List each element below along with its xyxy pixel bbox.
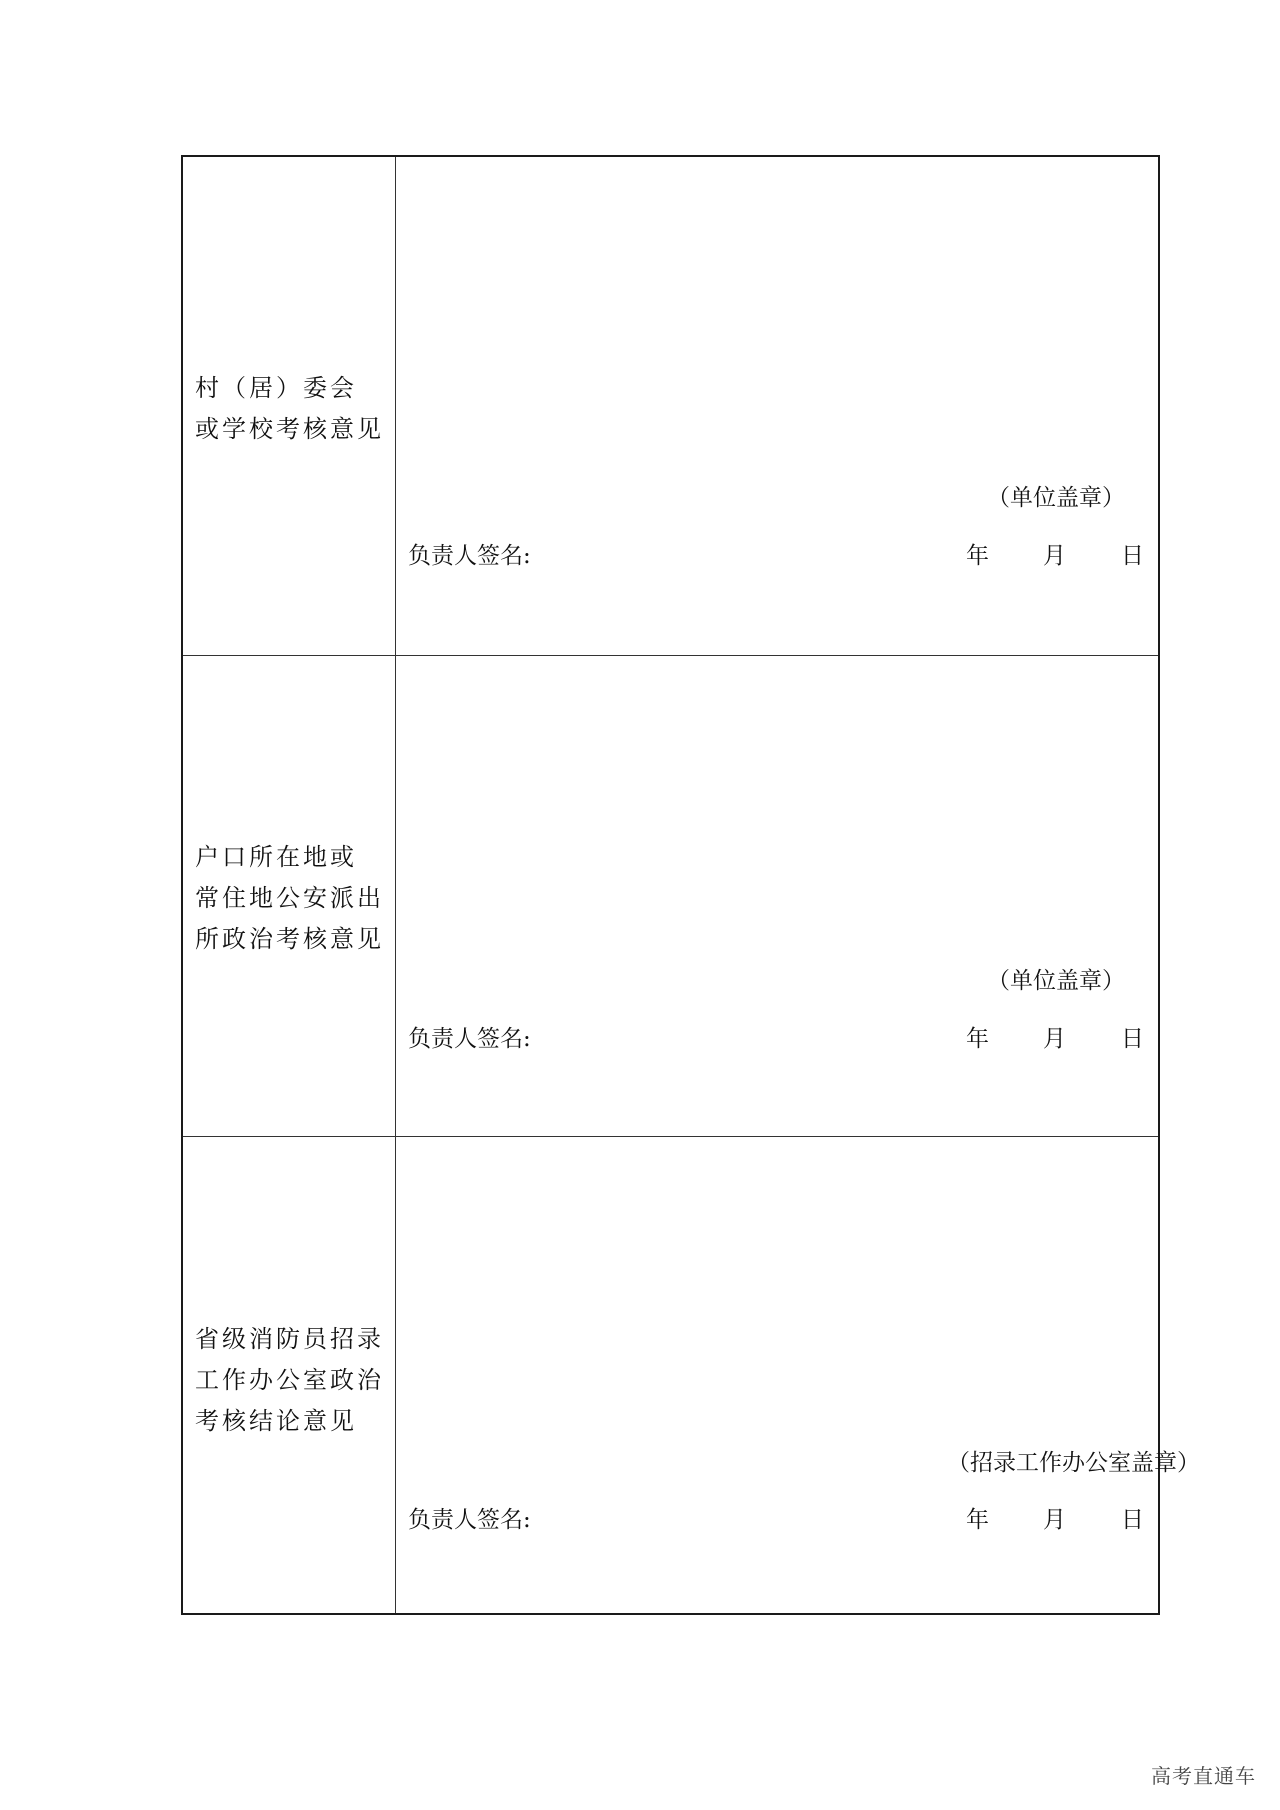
date-line <box>966 1020 1144 1053</box>
date-day-label: 日 <box>1121 1026 1144 1052</box>
row-label-cell <box>183 656 396 1136</box>
date-year-label: 年 <box>966 543 989 569</box>
date-month-label: 月 <box>1043 543 1066 569</box>
form-row-police-station <box>183 656 1158 1137</box>
opinion-cell[interactable] <box>396 1137 1200 1613</box>
row-label-cell <box>183 1137 396 1613</box>
date-year-label: 年 <box>966 1507 989 1533</box>
row-label-cell <box>183 157 396 655</box>
date-line <box>966 1501 1144 1534</box>
watermark-text: 高考直通车 <box>1151 1764 1256 1788</box>
date-month-label: 月 <box>1043 1026 1066 1052</box>
row-label: 省级消防员招录 工作办公室政治 考核结论意见 <box>195 1325 384 1435</box>
form-row-village-committee <box>183 157 1158 656</box>
row-label: 村（居）委会 或学校考核意见 <box>195 374 384 443</box>
signature-label: 负责人签名: <box>408 543 531 569</box>
date-day-label: 日 <box>1121 1507 1144 1533</box>
date-month-label: 月 <box>1043 1507 1066 1533</box>
row-label: 户口所在地或 常住地公安派出 所政治考核意见 <box>195 843 384 953</box>
seal-label: （单位盖章） <box>987 485 1125 511</box>
seal-label: （招录工作办公室盖章） <box>947 1450 1200 1476</box>
seal-label: （单位盖章） <box>987 968 1125 994</box>
signature-label: 负责人签名: <box>408 1507 531 1533</box>
date-year-label: 年 <box>966 1026 989 1052</box>
date-day-label: 日 <box>1121 543 1144 569</box>
signature-label: 负责人签名: <box>408 1026 531 1052</box>
date-line <box>966 537 1144 570</box>
review-form-table <box>181 155 1200 1615</box>
form-row-recruitment-office <box>183 1137 1200 1613</box>
opinion-cell[interactable] <box>396 656 1158 1136</box>
opinion-cell[interactable] <box>396 157 1158 655</box>
